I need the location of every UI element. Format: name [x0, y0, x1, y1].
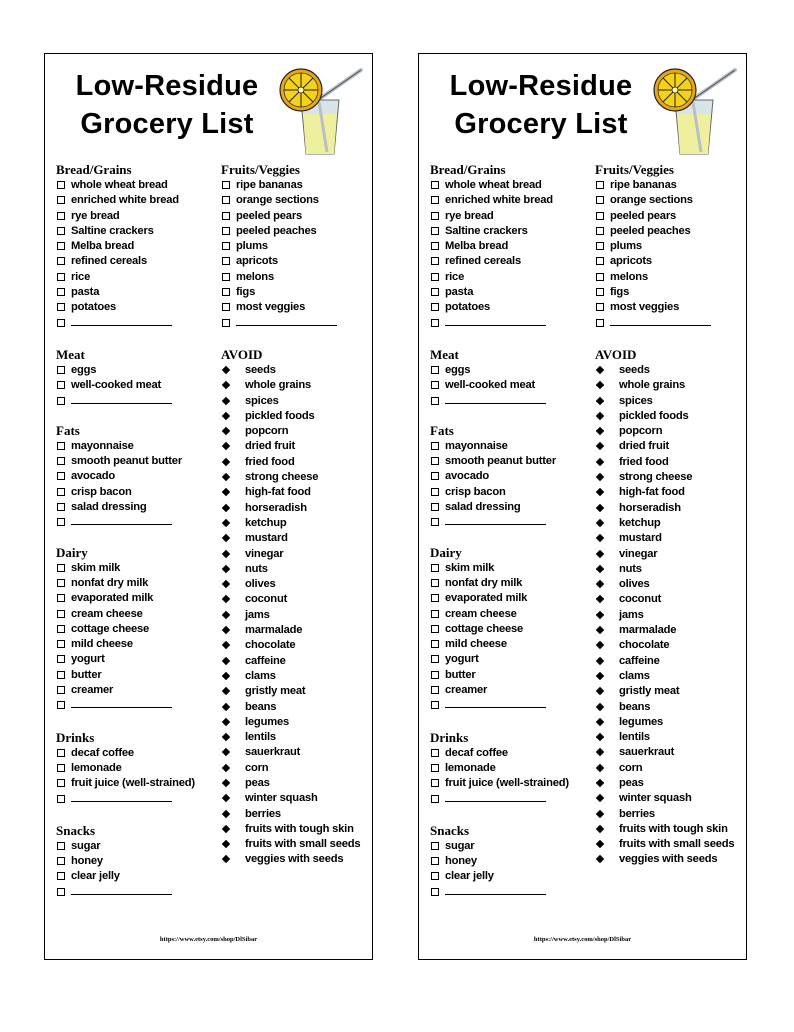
write-in-line	[610, 316, 711, 326]
avoid-item: peas	[595, 776, 755, 791]
title-line-1: Low-Residue	[75, 70, 259, 102]
checklist-item[interactable]: avocado	[56, 469, 216, 484]
avoid-item: ketchup	[595, 516, 755, 531]
avoid-item: beans	[221, 700, 381, 715]
section-dairy	[56, 545, 216, 714]
section-heading: Dairy	[430, 544, 462, 560]
write-in-line	[445, 885, 546, 895]
write-in-line	[445, 698, 546, 708]
checklist-item[interactable]: nonfat dry milk	[430, 576, 590, 591]
section-heading: Bread/Grains	[56, 162, 132, 177]
avoid-item: caffeine	[221, 654, 381, 669]
checklist-item[interactable]: Melba bread	[430, 239, 590, 254]
blank-entry-line[interactable]	[430, 316, 590, 331]
section-drinks	[430, 730, 590, 807]
left-column	[56, 162, 216, 900]
avoid-item: high-fat food	[595, 485, 755, 500]
checklist-item[interactable]: melons	[221, 270, 381, 285]
avoid-item: berries	[595, 807, 755, 822]
checklist-item[interactable]: eggs	[56, 363, 216, 378]
section-dairy	[430, 545, 590, 714]
left-column	[430, 162, 590, 900]
write-in-line	[71, 885, 172, 895]
checklist-item[interactable]: peeled pears	[221, 209, 381, 224]
checklist-item[interactable]: rice	[56, 270, 216, 285]
checklist	[56, 439, 216, 531]
blank-entry-line[interactable]	[56, 394, 216, 409]
right-column	[221, 162, 381, 868]
checklist-item[interactable]: plums	[221, 239, 381, 254]
write-in-line	[71, 515, 172, 525]
avoid-item: sauerkraut	[595, 745, 755, 760]
section-heading: Fruits/Veggies	[595, 162, 674, 177]
section-meat	[56, 347, 216, 409]
section-heading: Meat	[56, 346, 85, 362]
checklist	[56, 746, 216, 807]
avoid-item: vinegar	[221, 547, 381, 562]
checklist	[56, 839, 216, 900]
checklist-item[interactable]: decaf coffee	[56, 746, 216, 761]
avoid-item: mustard	[221, 531, 381, 546]
blank-entry-line[interactable]	[56, 515, 216, 530]
checklist-item[interactable]: ripe bananas	[595, 178, 755, 193]
avoid-item: berries	[221, 807, 381, 822]
write-in-line	[445, 316, 546, 326]
checklist	[430, 439, 590, 531]
checklist-item[interactable]: nonfat dry milk	[56, 576, 216, 591]
checklist-item[interactable]: yogurt	[56, 652, 216, 667]
checklist-item[interactable]: cottage cheese	[430, 622, 590, 637]
checklist-item[interactable]: sugar	[430, 839, 590, 854]
write-in-line	[445, 792, 546, 802]
avoid-item: spices	[221, 394, 381, 409]
right-column	[595, 162, 755, 868]
checklist-item[interactable]: refined cereals	[56, 254, 216, 269]
avoid-item: whole grains	[221, 378, 381, 393]
checklist-item[interactable]: well-cooked meat	[430, 378, 590, 393]
avoid-item: vinegar	[595, 547, 755, 562]
avoid-item: horseradish	[595, 501, 755, 516]
section-meat	[430, 347, 590, 409]
avoid-item: strong cheese	[221, 470, 381, 485]
lemonade-glass-icon	[645, 62, 745, 157]
checklist-item[interactable]: butter	[430, 668, 590, 683]
avoid-item: strong cheese	[595, 470, 755, 485]
title-line-1: Low-Residue	[449, 70, 633, 102]
avoid-item: chocolate	[221, 638, 381, 653]
section-heading: Dairy	[56, 544, 88, 560]
checklist-item[interactable]: rye bread	[56, 209, 216, 224]
section-avoid	[221, 347, 381, 868]
checklist	[430, 746, 590, 807]
checklist-item[interactable]: mayonnaise	[56, 439, 216, 454]
checklist-item[interactable]: eggs	[430, 363, 590, 378]
avoid-item: jams	[221, 608, 381, 623]
write-in-line	[71, 792, 172, 802]
avoid-item: horseradish	[221, 501, 381, 516]
section-heading: AVOID	[221, 346, 263, 362]
blank-entry-line[interactable]	[430, 885, 590, 900]
write-in-line	[71, 316, 172, 326]
checklist-item[interactable]: apricots	[595, 254, 755, 269]
section-fruits-veggies	[595, 162, 755, 331]
checklist-item[interactable]: potatoes	[430, 300, 590, 315]
checklist-item[interactable]: cottage cheese	[56, 622, 216, 637]
blank-entry-line[interactable]	[56, 698, 216, 713]
checklist	[595, 178, 755, 331]
checklist	[56, 178, 216, 331]
checklist-item[interactable]: smooth peanut butter	[430, 454, 590, 469]
blank-entry-line[interactable]	[430, 394, 590, 409]
checklist-item[interactable]: cream cheese	[56, 607, 216, 622]
checklist-item[interactable]: figs	[595, 285, 755, 300]
avoid-item: beans	[595, 700, 755, 715]
avoid-item: pickled foods	[221, 409, 381, 424]
checklist-item[interactable]: creamer	[56, 683, 216, 698]
checklist-item[interactable]: avocado	[430, 469, 590, 484]
checklist-item[interactable]: yogurt	[430, 652, 590, 667]
avoid-item: seeds	[595, 363, 755, 378]
checklist-item[interactable]: mild cheese	[56, 637, 216, 652]
write-in-line	[236, 316, 337, 326]
checklist-item[interactable]: crisp bacon	[56, 485, 216, 500]
avoid-item: nuts	[221, 562, 381, 577]
avoid-item: seeds	[221, 363, 381, 378]
checklist-item[interactable]: evaporated milk	[430, 591, 590, 606]
avoid-item: corn	[595, 761, 755, 776]
section-snacks	[430, 823, 590, 900]
checklist-item[interactable]: skim milk	[430, 561, 590, 576]
checklist-item[interactable]: most veggies	[595, 300, 755, 315]
avoid-item: fruits with tough skin	[595, 822, 739, 837]
checklist-item[interactable]: clear jelly	[430, 869, 590, 884]
footer-url: https://www.etsy.com/shop/DlSibar	[159, 936, 258, 943]
avoid-item: winter squash	[595, 791, 755, 806]
section-drinks	[56, 730, 216, 807]
checklist	[56, 561, 216, 714]
checklist-item[interactable]: enriched white bread	[430, 193, 590, 208]
checklist	[430, 178, 590, 331]
avoid-item: marmalade	[221, 623, 381, 638]
section-heading: Fats	[430, 422, 454, 438]
section-heading: Drinks	[56, 729, 95, 745]
avoid-item: dried fruit	[595, 439, 755, 454]
avoid-item: mustard	[595, 531, 755, 546]
checklist-item[interactable]: clear jelly	[56, 869, 216, 884]
blank-entry-line[interactable]	[56, 316, 216, 331]
checklist-item[interactable]: plums	[595, 239, 755, 254]
avoid-item: ketchup	[221, 516, 381, 531]
checklist-item[interactable]: lemonade	[430, 761, 590, 776]
section-heading: Bread/Grains	[430, 162, 506, 177]
checklist-item[interactable]: sugar	[56, 839, 216, 854]
checklist-item[interactable]: peeled pears	[595, 209, 755, 224]
avoid-item: gristly meat	[595, 684, 755, 699]
avoid-item: popcorn	[221, 424, 381, 439]
checklist	[430, 363, 590, 409]
section-heading: Fruits/Veggies	[221, 162, 300, 177]
blank-entry-line[interactable]	[430, 515, 590, 530]
checklist-item[interactable]: rice	[430, 270, 590, 285]
checklist-item[interactable]: orange sections	[595, 193, 755, 208]
checklist-item[interactable]: creamer	[430, 683, 590, 698]
blank-entry-line[interactable]	[221, 316, 381, 331]
checklist-item[interactable]: mild cheese	[430, 637, 590, 652]
section-fats	[56, 423, 216, 531]
avoid-item: winter squash	[221, 791, 381, 806]
checklist-item[interactable]: melons	[595, 270, 755, 285]
avoid-item: fried food	[221, 455, 381, 470]
checklist-item[interactable]: skim milk	[56, 561, 216, 576]
section-avoid	[595, 347, 755, 868]
avoid-item: popcorn	[595, 424, 755, 439]
write-in-line	[71, 394, 172, 404]
avoid-item: olives	[221, 577, 381, 592]
checklist-item[interactable]: orange sections	[221, 193, 381, 208]
avoid-item: whole grains	[595, 378, 755, 393]
write-in-line	[445, 394, 546, 404]
checklist-item[interactable]: honey	[56, 854, 216, 869]
lemonade-glass-icon	[271, 62, 371, 157]
checklist-item[interactable]: honey	[430, 854, 590, 869]
avoid-item: nuts	[595, 562, 755, 577]
avoid-item: legumes	[221, 715, 381, 730]
checklist-item[interactable]: whole wheat bread	[430, 178, 590, 193]
checklist-item[interactable]: decaf coffee	[430, 746, 590, 761]
checklist-item[interactable]: ripe bananas	[221, 178, 381, 193]
avoid-item: fruits with tough skin	[221, 822, 365, 837]
section-heading: Snacks	[56, 822, 96, 838]
avoid-item: fruits with small seeds	[221, 837, 365, 852]
checklist-item[interactable]: fruit juice (well-strained)	[56, 776, 216, 791]
checklist-item[interactable]: well-cooked meat	[56, 378, 216, 393]
avoid-item: veggies with seeds	[221, 852, 381, 867]
checklist-item[interactable]: lemonade	[56, 761, 216, 776]
checklist-item[interactable]: peeled peaches	[221, 224, 381, 239]
avoid-item: high-fat food	[221, 485, 381, 500]
avoid-item: lentils	[595, 730, 755, 745]
checklist-item[interactable]: Saltine crackers	[56, 224, 216, 239]
avoid-list	[595, 363, 755, 868]
checklist-item[interactable]: butter	[56, 668, 216, 683]
grocery-list-card-right	[418, 53, 747, 960]
avoid-item: veggies with seeds	[595, 852, 755, 867]
checklist-item[interactable]: pasta	[430, 285, 590, 300]
checklist-item[interactable]: figs	[221, 285, 381, 300]
page-title	[57, 67, 277, 143]
blank-entry-line[interactable]	[430, 792, 590, 807]
checklist	[430, 561, 590, 714]
checklist-item[interactable]: most veggies	[221, 300, 381, 315]
avoid-item: clams	[221, 669, 381, 684]
checklist-item[interactable]: apricots	[221, 254, 381, 269]
checklist-item[interactable]: Melba bread	[56, 239, 216, 254]
title-line-2: Grocery List	[80, 108, 254, 140]
avoid-item: sauerkraut	[221, 745, 381, 760]
avoid-item: fruits with small seeds	[595, 837, 739, 852]
section-bread-grains	[56, 162, 216, 331]
avoid-item: corn	[221, 761, 381, 776]
avoid-item: marmalade	[595, 623, 755, 638]
checklist-item[interactable]: cream cheese	[430, 607, 590, 622]
avoid-item: fried food	[595, 455, 755, 470]
write-in-line	[71, 698, 172, 708]
blank-entry-line[interactable]	[430, 698, 590, 713]
checklist-item[interactable]: pasta	[56, 285, 216, 300]
checklist-item[interactable]: rye bread	[430, 209, 590, 224]
title-line-2: Grocery List	[454, 108, 628, 140]
checklist-item[interactable]: enriched white bread	[56, 193, 216, 208]
checklist-item[interactable]: peeled peaches	[595, 224, 755, 239]
checklist-item[interactable]: Saltine crackers	[430, 224, 590, 239]
blank-entry-line[interactable]	[56, 885, 216, 900]
avoid-item: olives	[595, 577, 755, 592]
blank-entry-line[interactable]	[56, 792, 216, 807]
avoid-item: gristly meat	[221, 684, 381, 699]
section-bread-grains	[430, 162, 590, 331]
avoid-item: caffeine	[595, 654, 755, 669]
avoid-item: jams	[595, 608, 755, 623]
checklist	[430, 839, 590, 900]
section-fats	[430, 423, 590, 531]
checklist-item[interactable]: fruit juice (well-strained)	[430, 776, 590, 791]
checklist-item[interactable]: mayonnaise	[430, 439, 590, 454]
section-heading: Drinks	[430, 729, 469, 745]
avoid-item: chocolate	[595, 638, 755, 653]
checklist-item[interactable]: refined cereals	[430, 254, 590, 269]
avoid-item: coconut	[595, 592, 755, 607]
checklist-item[interactable]: crisp bacon	[430, 485, 590, 500]
section-heading: AVOID	[595, 346, 637, 362]
avoid-list	[221, 363, 381, 868]
avoid-item: pickled foods	[595, 409, 755, 424]
page-title	[431, 67, 651, 143]
checklist-item[interactable]: salad dressing	[56, 500, 216, 515]
avoid-item: peas	[221, 776, 381, 791]
section-heading: Fats	[56, 422, 80, 438]
avoid-item: dried fruit	[221, 439, 381, 454]
avoid-item: clams	[595, 669, 755, 684]
checklist-item[interactable]: salad dressing	[430, 500, 590, 515]
section-heading: Meat	[430, 346, 459, 362]
checklist-item[interactable]: whole wheat bread	[56, 178, 216, 193]
avoid-item: spices	[595, 394, 755, 409]
avoid-item: lentils	[221, 730, 381, 745]
section-fruits-veggies	[221, 162, 381, 331]
section-snacks	[56, 823, 216, 900]
checklist-item[interactable]: evaporated milk	[56, 591, 216, 606]
footer-url: https://www.etsy.com/shop/DlSibar	[533, 936, 632, 943]
write-in-line	[445, 515, 546, 525]
checklist	[221, 178, 381, 331]
checklist-item[interactable]: smooth peanut butter	[56, 454, 216, 469]
section-heading: Snacks	[430, 822, 470, 838]
blank-entry-line[interactable]	[595, 316, 755, 331]
avoid-item: coconut	[221, 592, 381, 607]
avoid-item: legumes	[595, 715, 755, 730]
checklist-item[interactable]: potatoes	[56, 300, 216, 315]
checklist	[56, 363, 216, 409]
grocery-list-card-left	[44, 53, 373, 960]
